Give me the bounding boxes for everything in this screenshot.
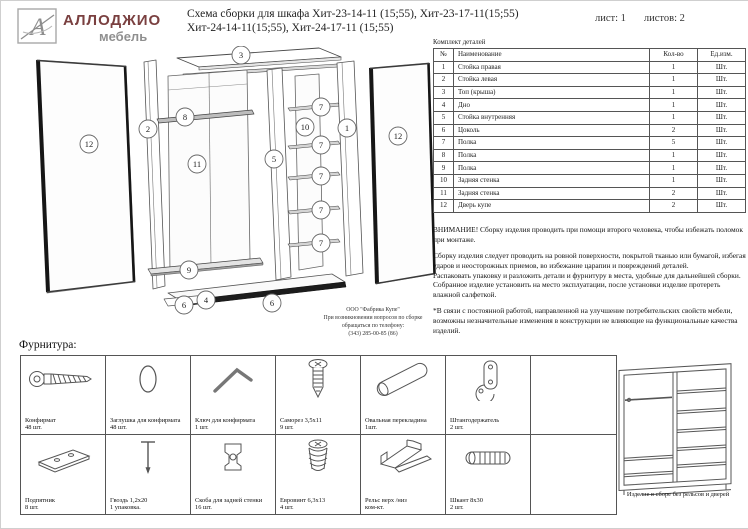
table-cell: Полка (454, 162, 650, 175)
svg-text:6: 6 (181, 300, 187, 310)
manufacturer-phone: (343) 285-00-85 (86) (348, 331, 398, 338)
table-header-row (434, 49, 746, 62)
table-cell: 2 (650, 187, 698, 200)
hardware-item-name: Штангодержатель (450, 416, 500, 424)
hardware-item-name: Подпятник (25, 496, 55, 504)
sheet-info (595, 13, 703, 24)
svg-text:3: 3 (238, 50, 244, 60)
table-row (434, 61, 746, 74)
table-cell: Шт. (698, 99, 746, 112)
hardware-item-qty: 2 шт. (450, 504, 464, 511)
back-panel-wide-part (168, 70, 250, 273)
table-cell: Задняя стенка (454, 174, 650, 187)
part-callout-7 (312, 167, 330, 185)
manufacturer-note: При возникновении вопросов по сборке (323, 315, 423, 322)
part-callout-7 (312, 234, 330, 252)
hardware-item (361, 356, 446, 435)
hardware-item-empty (531, 435, 616, 514)
parts-table-body (434, 61, 746, 212)
hardware-item (446, 356, 531, 435)
table-cell: 1 (650, 174, 698, 187)
table-cell: 1 (650, 74, 698, 87)
note-paragraph: Распаковать упаковку и разложить детали и фурнитуру в места, удобные для дальнейшей сборки. (433, 270, 741, 280)
hardware-item-name: Конфирмат (25, 416, 56, 424)
part-callout-1 (338, 119, 356, 137)
svg-text:7: 7 (318, 238, 324, 248)
confirmat-screw-icon (21, 356, 105, 402)
oval-rod-icon (361, 356, 445, 402)
part-callout-7 (312, 136, 330, 154)
hardware-item-qty: 4 шт. (280, 504, 294, 511)
table-cell: 8 (434, 149, 454, 162)
hardware-item (191, 435, 276, 514)
svg-text:8: 8 (182, 112, 188, 122)
hardware-item-qty: 1шт. (365, 424, 378, 431)
table-cell: Шт. (698, 74, 746, 87)
page-title (187, 7, 597, 35)
hardware-item-name: Рельс верх /низ (365, 496, 407, 504)
part-callout-6 (175, 296, 193, 314)
hardware-item-qty: 1 шт. (195, 424, 209, 431)
table-row (434, 162, 746, 175)
part-callout-2 (139, 120, 157, 138)
right-side-panel-part (337, 61, 363, 276)
manufacturer-name: ООО "Фабрика Купе" (346, 307, 400, 313)
hardware-item-empty (531, 356, 616, 435)
svg-text:7: 7 (318, 171, 324, 181)
part-callout-10 (296, 118, 314, 136)
manufacturer-note2: обращаться по телефону: (341, 323, 405, 330)
table-header-cell: Ед.изм. (698, 49, 746, 62)
table-row (434, 124, 746, 137)
hardware-item (106, 435, 191, 514)
table-cell: 5 (434, 111, 454, 124)
hardware-item-qty: 9 шт. (280, 424, 294, 431)
rail-icon (361, 435, 445, 481)
right-door-part (370, 63, 435, 284)
table-cell: 1 (434, 61, 454, 74)
table-header-cell: Кол-во (650, 49, 698, 62)
table-cell: 5 (650, 137, 698, 150)
table-cell: 2 (650, 124, 698, 137)
table-cell: Шт. (698, 200, 746, 213)
table-cell: Шт. (698, 149, 746, 162)
floor-pad-icon (21, 435, 105, 481)
table-cell: 1 (650, 111, 698, 124)
table-cell: Шт. (698, 61, 746, 74)
hardware-item-qty: 16 шт. (195, 504, 212, 511)
table-cell: Стойка внутренняя (454, 111, 650, 124)
part-callout-12 (80, 135, 98, 153)
table-row (434, 111, 746, 124)
note-paragraph: Собранное изделие установить на место эксплуатации, после установки изделие протереть влажной салфеткой. (433, 280, 721, 299)
parts-list-section (433, 39, 745, 213)
left-door-part (37, 60, 135, 293)
svg-text:10: 10 (300, 122, 310, 132)
svg-text:4: 4 (203, 295, 209, 305)
table-row (434, 137, 746, 150)
table-cell: 4 (434, 99, 454, 112)
part-callout-11 (188, 155, 206, 173)
table-cell: 6 (434, 124, 454, 137)
hardware-section-title: Фурнитура: (19, 339, 77, 351)
hardware-item (276, 435, 361, 514)
svg-text:7: 7 (318, 140, 324, 150)
assembled-cabinet-drawing (611, 345, 748, 495)
table-cell: 1 (650, 149, 698, 162)
hardware-item-qty: 2 шт. (450, 424, 464, 431)
table-row (434, 74, 746, 87)
hardware-item-name: Гвоздь 1,2х20 (110, 496, 148, 504)
assembled-cabinet-caption: Изделие в сборе без рельсов и дверей (626, 491, 730, 498)
table-cell: Полка (454, 137, 650, 150)
table-cell: 3 (434, 86, 454, 99)
table-row (434, 200, 746, 213)
hardware-item (21, 435, 106, 514)
table-cell: 1 (650, 86, 698, 99)
hardware-item-qty: 48 шт. (110, 424, 127, 431)
svg-text:2: 2 (145, 124, 151, 134)
hardware-item-qty: 48 шт. (25, 424, 42, 431)
note-paragraph: *В связи с постоянной работой, направленной на улучшение потребительских свойств мебели, возможны незначительные изменения в конструкции не влияющие на функциональные качества изделий. (433, 306, 738, 335)
table-cell: Стойка левая (454, 74, 650, 87)
table-cell: 7 (434, 137, 454, 150)
top-panel-part (177, 48, 341, 77)
table-cell: Дверь купе (454, 200, 650, 213)
hardware-item (446, 435, 531, 514)
hardware-item (106, 356, 191, 435)
part-callout-3 (232, 46, 250, 64)
part-callout-9 (180, 261, 198, 279)
hardware-item-name: Овальная перекладина (365, 416, 427, 424)
table-cell: Шт. (698, 86, 746, 99)
parts-list-caption: Комплект деталей (433, 39, 486, 46)
part-callout-7 (312, 98, 330, 116)
table-cell: Шт. (698, 174, 746, 187)
hardware-item (276, 356, 361, 435)
page-title-line2: Хит-24-14-11(15;55), Хит-24-17-11 (15;55) (187, 22, 394, 34)
sheet-number: лист: 1 (595, 13, 626, 24)
table-cell: 11 (434, 187, 454, 200)
part-callout-12 (389, 127, 407, 145)
table-cell: Цоколь (454, 124, 650, 137)
hardware-item (21, 356, 106, 435)
svg-text:6: 6 (269, 298, 275, 308)
parts-table (433, 48, 746, 213)
hardware-item-name: Шкант 8х30 (450, 496, 483, 504)
brand-name: АЛЛОДЖИО (63, 12, 162, 29)
table-header-cell: № (434, 49, 454, 62)
hardware-item-name: Скоба для задней стенки (195, 496, 263, 504)
exploded-view-diagram (1, 46, 446, 346)
hardware-item-name: Заглушка для конфирмата (110, 416, 181, 424)
table-row (434, 86, 746, 99)
inner-side-panel-part (267, 68, 291, 280)
table-cell: Шт. (698, 187, 746, 200)
part-callout-6 (263, 294, 281, 312)
table-cell: 10 (434, 174, 454, 187)
hardware-item-name: Саморез 3,5х11 (280, 416, 322, 424)
note-paragraph: Сборку изделия следует проводить на ровной поверхности, покрытой тканью или бумагой, избегая ударов и неосторожных приемов, во избежание царапин и повреждений деталей. (433, 251, 746, 270)
table-cell: 2 (650, 200, 698, 213)
confirmat-cap-icon (106, 356, 190, 402)
table-cell: 1 (650, 162, 698, 175)
table-cell: 1 (650, 99, 698, 112)
part-callout-4 (197, 291, 215, 309)
svg-text:1: 1 (344, 123, 350, 133)
table-cell: Полка (454, 149, 650, 162)
table-cell: 12 (434, 200, 454, 213)
table-header-cell: Наименование (454, 49, 650, 62)
screw-icon (276, 356, 360, 402)
hardware-item-qty: 8 шт. (25, 504, 39, 511)
part-callout-5 (265, 150, 283, 168)
dowel-icon (446, 435, 530, 481)
hardware-item-qty: ком-кт. (365, 504, 384, 511)
table-cell: 9 (434, 162, 454, 175)
brand-logo-icon (17, 8, 57, 44)
table-row (434, 187, 746, 200)
svg-text:12: 12 (393, 131, 403, 141)
table-cell: Топ (крыша) (454, 86, 650, 99)
table-cell: Шт. (698, 137, 746, 150)
table-cell: Стойка правая (454, 61, 650, 74)
nail-icon (106, 435, 190, 481)
hardware-item-name: Ключ для конфирмата (195, 416, 256, 424)
table-cell: Шт. (698, 124, 746, 137)
table-cell: Задняя стенка (454, 187, 650, 200)
table-cell: 1 (650, 61, 698, 74)
svg-text:12: 12 (84, 139, 94, 149)
manufacturer-contact (299, 306, 447, 338)
table-row (434, 99, 746, 112)
brand-subtitle: мебель (99, 29, 148, 44)
table-cell: 2 (434, 74, 454, 87)
part-callout-8 (176, 108, 194, 126)
table-cell: Дно (454, 99, 650, 112)
table-row (434, 174, 746, 187)
svg-text:7: 7 (318, 102, 324, 112)
svg-text:9: 9 (186, 265, 192, 275)
back-wall-bracket-icon (191, 435, 275, 481)
hardware-item (361, 435, 446, 514)
sheets-total: листов: 2 (643, 13, 685, 24)
table-cell: Шт. (698, 111, 746, 124)
hardware-item-name: Евровинт 6,3х13 (280, 496, 326, 504)
euro-screw-icon (276, 435, 360, 481)
hardware-item (191, 356, 276, 435)
hardware-item-qty: 1 упаковка. (110, 504, 141, 511)
svg-text:А: А (30, 14, 46, 41)
page-title-line1: Схема сборки для шкафа Хит-23-14-11 (15;55), Хит-23-17-11(15;55) (187, 8, 519, 20)
svg-text:7: 7 (318, 205, 324, 215)
rod-holder-icon (446, 356, 530, 402)
svg-text:11: 11 (192, 159, 202, 169)
table-cell: Шт. (698, 162, 746, 175)
part-callout-7 (312, 201, 330, 219)
warning-text: ВНИМАНИЕ! Сборку изделия проводить при помощи второго человека, чтобы избежать поломок при монтаже. (433, 225, 743, 244)
svg-text:5: 5 (271, 154, 277, 164)
hex-key-icon (191, 356, 275, 402)
assembly-notes (433, 225, 747, 335)
left-side-panel-part (144, 60, 165, 289)
hardware-grid (20, 355, 617, 515)
table-row (434, 149, 746, 162)
